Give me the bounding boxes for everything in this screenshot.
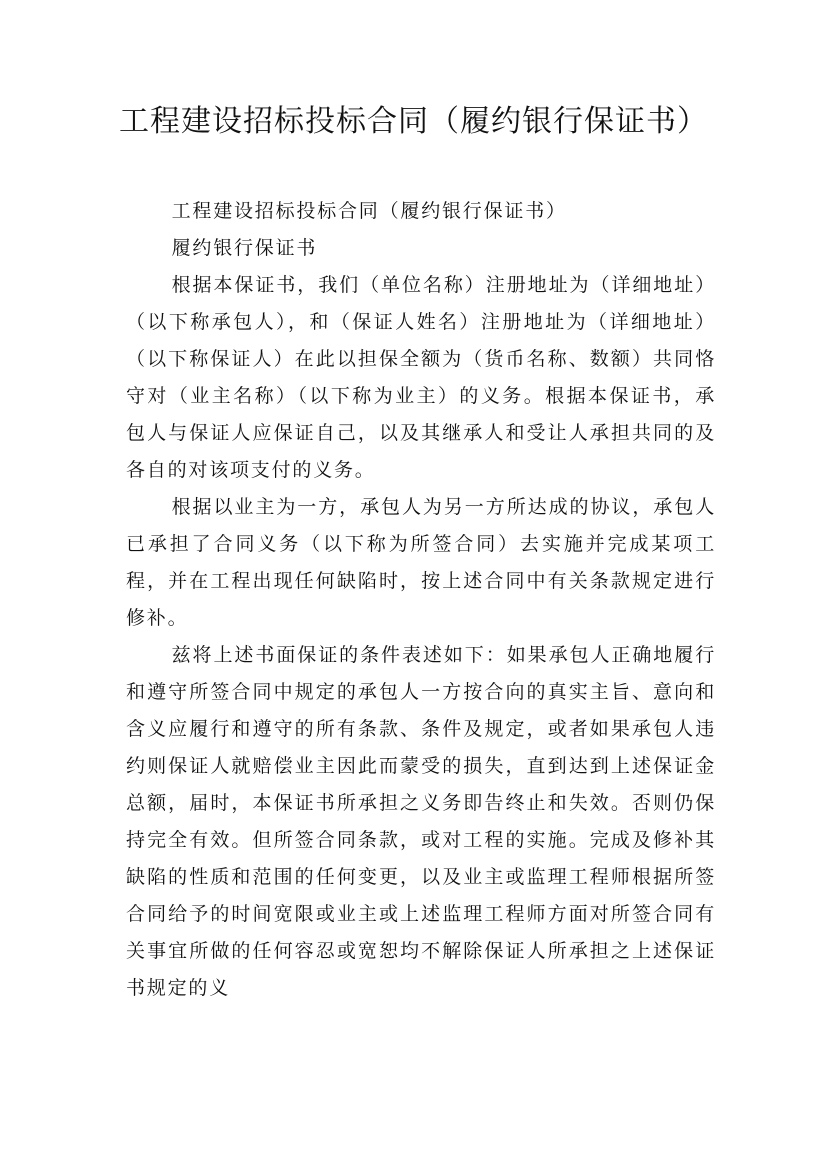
paragraph-contract-agreement: 根据以业主为一方，承包人为另一方所达成的协议，承包人已承担了合同义务（以下称为所签合同）去实施并完成某项工程，并在工程出现任何缺陷时，按上述合同中有关条款规定进行修补。	[126, 496, 716, 629]
document-body	[126, 193, 716, 1007]
paragraph-guarantee-conditions: 兹将上述书面保证的条件表述如下：如果承包人正确地履行和遵守所签合同中规定的承包人一方按合向的真实主旨、意向和含义应履行和遵守的所有条款、条件及规定，或者如果承包人违约则保证人就赔偿业主因此而蒙受的损失，直到达到上述保证金总额，届时，本保证书所承担之义务即告终止和失效。否则仍保持完全有效。但所签合同条款，或对工程的实施。完成及修补其缺陷的性质和范围的任何变更，以及业主或监理工程师根据所签合同给予的时间宽限或业主或上述监理工程师方面对所签合同有关事宜所做的任何容忍或宽恕均不解除保证人所承担之上述保证书规定的义	[126, 644, 716, 999]
paragraph-guarantee-parties: 根据本保证书，我们（单位名称）注册地址为（详细地址）（以下称承包人），和（保证人姓名）注册地址为（详细地址）（以下称保证人）在此以担保全额为（货币名称、数额）共同恪守对（业主名称）（以下称为业主）的义务。根据本保证书，承包人与保证人应保证自己，以及其继承人和受让人承担共同的及各自的对该项支付的义务。	[126, 274, 716, 481]
document-title: 工程建设招标投标合同（履约银行保证书）	[119, 104, 708, 139]
paragraph-heading: 履约银行保证书	[171, 237, 318, 259]
paragraph-subtitle: 工程建设招标投标合同（履约银行保证书）	[171, 200, 567, 222]
